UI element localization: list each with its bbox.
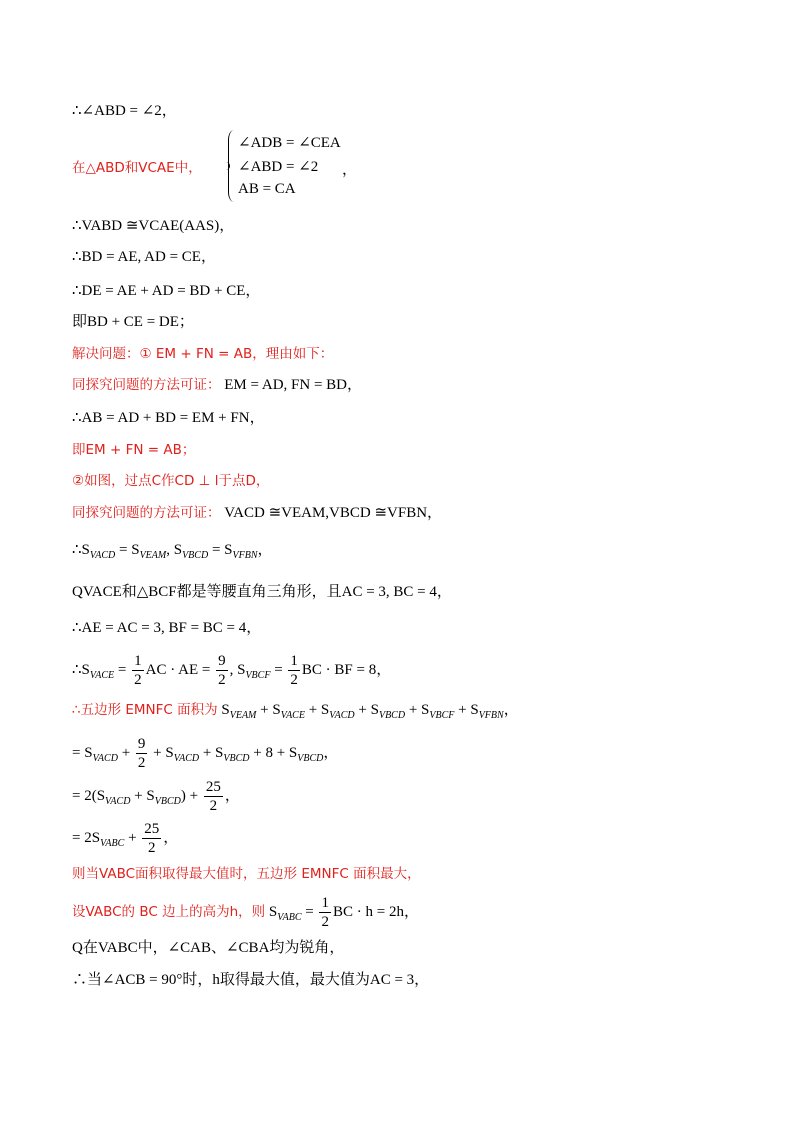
line-20: = $2S_{VABC}$ + $\frac{25}{2}$ ， [72,821,179,857]
line-1: ∴∠ABD = ∠2， [72,103,177,119]
line-16: $\therefore S_{VACE}$ = $\frac{1}{2}$ AC · AE = $\frac{9}{2}$ , $S_{VBCF}$ = $\frac{1}{2}$ BC · BF = 8， [72,653,392,689]
line-3: ∴VABD ≅VCAE(AAS)， [72,218,235,234]
line-15: ∴AE = AC = 3, BF = BC = 4， [72,620,262,636]
line-4: ∴BD = AE, AD = CE， [72,249,216,265]
line-22: 设VABC的 BC 边上的高为h，则 $S_{VABC}$ = $\frac{1}{2}$ BC · h = 2h， [72,895,419,931]
line-7: 解决问题：① EM + FN = AB，理由如下： [72,346,334,362]
system-eq-1: ∠ADB = ∠CEA [238,135,341,151]
line-19: = $2(S_{VACD} + S_{VBCD})$ + $\frac{25}{2}$ ， [72,779,240,815]
line-8: 同探究问题的方法可证： EM = AD, FN = BD， [72,377,363,393]
system-eq-2: ∠ABD = ∠2 [238,159,319,175]
line-6: 即BD + CE = DE； [72,314,194,330]
system-eq-3: AB = CA [238,181,296,197]
line-2: 在△ABD和VCAE中， [72,160,202,176]
line-24: ∴当∠ACB = 90°时，h取得最大值，最大值为AC = 3， [72,972,430,988]
line-10: 即EM + FN = AB； [72,442,196,458]
line-11: ②如图，过点C作CD ⊥ l于点D， [72,473,270,489]
line-5: ∴DE = AE + AD = BD + CE， [72,283,261,299]
line-14: QVACE和△BCF都是等腰直角三角形，且AC = 3, BC = 4， [72,584,452,600]
line-17: ∴五边形 EMNFC 面积为 $S_{VEAM} + S_{VACE} + S_{VACD} + S_{VBCD} + S_{VBCF} + S_{VFBN}$， [72,702,519,721]
line-12: 同探究问题的方法可证： VACD ≅VEAM,VBCD ≅VFBN， [72,505,443,521]
line-23: Q在VABC中，∠CAB、∠CBA均为锐角， [72,940,345,956]
line-9: ∴AB = AD + BD = EM + FN， [72,410,265,426]
line-21: 则当VABC面积取得最大值时，五边形 EMNFC 面积最大， [72,866,421,882]
line-13: $\therefore S_{VACD} = S_{VEAM}$, $S_{VBCD} = S_{VFBN}$， [72,542,273,561]
line-18: = $S_{VACD}$ + $\frac{9}{2}$ + $S_{VACD} + S_{VBCD} + 8 + S_{VBCD}$， [72,736,339,772]
system-comma: ， [342,162,358,178]
